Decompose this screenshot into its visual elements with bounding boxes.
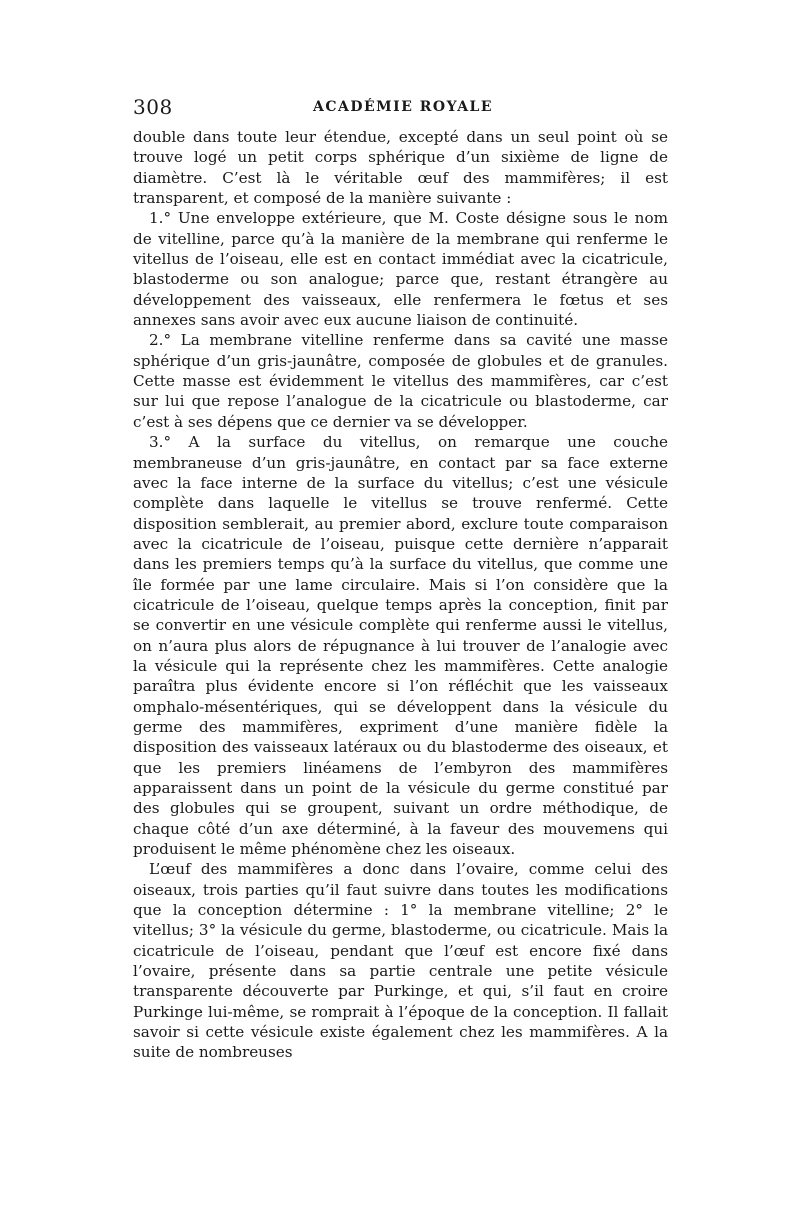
body-text [133,127,668,1063]
paragraph-item-2: 2.° La membrane vitelline renferme dans sa cavité une masse sphérique d’un gris-jaunâtre, composée de globules et de granules. Cette masse est évidemment le vitellus des mammifères, car c’est sur lui que repose l’analogue de la cicatricule ou blastoderme, car c’est à ses dépens que ce dernier va se développer. [133,331,668,431]
paragraph-item-1: 1.° Une enveloppe extérieure, que M. Coste désigne sous le nom de vitelline, parce qu’à la manière de la membrane qui renferme le vitellus de l’oiseau, elle est en contact immédiat avec la cicatricule, blastoderme ou son analogue; parce que, restant étrangère au développement des vaisseaux, elle renfermera le fœtus et ses annexes sans avoir avec eux aucune liaison de continuité. [133,209,668,330]
page-header [133,95,668,127]
paragraph-summary: L’œuf des mammifères a donc dans l’ovaire, comme celui des oiseaux, trois parties qu’il faut suivre dans toutes les modifications que la conception détermine : 1° la membrane vitelline; 2° le vitellus; 3° la vésicule du germe, blastoderme, ou cicatricule. Mais la cicatricule de l’oiseau, pendant que l’œuf est encore fixé dans l’ovaire, présente dans sa partie centrale une petite vésicule transparente découverte par Purkinge, et qui, s’il faut en croire Purkinge lui-même, se romprait à l’époque de la conception. Il fallait savoir si cette vésicule existe également chez les mammifères. A la suite de nombreuses [133,860,668,1062]
book-page [133,95,668,1063]
page-number: 308 [133,95,173,119]
running-head: ACADÉMIE ROYALE [313,99,494,115]
paragraph-item-3: 3.° A la surface du vitellus, on remarque une couche membraneuse d’un gris-jaunâtre, en contact par sa face externe avec la face interne de la surface du vitellus; c’est une vésicule complète dans laquelle le vitellus se trouve renfermé. Cette disposition semblerait, au premier abord, exclure toute comparaison avec la cicatricule de l’oiseau, puisque cette dernière n’apparait dans les premiers temps qu’à la surface du vitellus, que comme une île formée par une lame circulaire. Mais si l’on considère que la cicatricule de l’oiseau, quelque temps après la conception, finit par se convertir en une vésicule complète qui renferme aussi le vitellus, on n’aura plus alors de répugnance à lui trouver de l’analogie avec la vésicule qui la représente chez les mammifères. Cette analogie paraîtra plus évidente encore si l’on réfléchit que les vaisseaux omphalo-mésentériques, qui se développent dans la vésicule du germe des mammifères, expriment d’une manière fidèle la disposition des vaisseaux latéraux ou du blastoderme des oiseaux, et que les premiers linéamens de l’embyron des mammifères apparaissent dans un point de la vésicule du germe constitué par des globules qui se groupent, suivant un ordre méthodique, de chaque côté d’un axe déterminé, à la faveur des mouvemens qui produisent le même phénomène chez les oiseaux. [133,433,668,859]
paragraph-continuation: double dans toute leur étendue, excepté dans un seul point où se trouve logé un petit corps sphérique d’un sixième de ligne de diamètre. C’est là le véritable œuf des mammifères; il est transparent, et composé de la manière suivante : [133,128,668,208]
